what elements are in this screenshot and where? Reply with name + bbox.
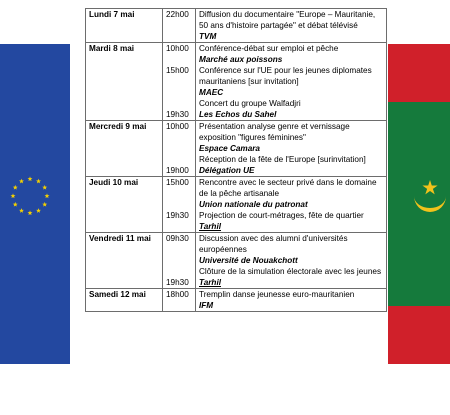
slot-description: Réception de la fête de l'Europe [surinvitation] [199,155,366,164]
schedule-row-vendredi [86,233,387,289]
slot-venue: Marché aux poissons [199,55,283,64]
schedule-row-mercredi [86,121,387,177]
mauritania-flag-green-field [388,102,450,306]
time-cell [163,233,196,289]
slot-description: Tremplin danse jeunesse euro-mauritanien [199,290,355,299]
day-cell: Samedi 12 mai [86,289,163,312]
day-cell: Mercredi 9 mai [86,121,163,177]
slot-description: Conférence-débat sur emploi et pêche [199,44,339,53]
slot-venue: TVM [199,32,217,41]
event-cell [196,43,387,121]
day-cell: Jeudi 10 mai [86,177,163,233]
slot-description: Diffusion du documentaire "Europe – Mauritanie, 50 ans d'histoire partagée" et débat télévisé [199,10,376,30]
slot-description: Concert du groupe Walfadjri [199,99,301,108]
slot-time: 19h30 [166,278,189,287]
eu-flag [0,44,70,364]
slot-venue: MAEC [199,88,224,97]
slot-description: Conférence sur l'UE pour les jeunes diplomates mauritaniens [sur invitation] [199,66,372,86]
schedule-row-lundi [86,9,387,43]
slot-venue: Les Echos du Sahel [199,110,277,119]
event-cell [196,289,387,312]
day-cell: Lundi 7 mai [86,9,163,43]
time-cell [163,43,196,121]
slot-description: Discussion avec des alumni d'universités européennes [199,234,348,254]
event-cell [196,177,387,233]
time-cell [163,289,196,312]
event-cell [196,121,387,177]
slot-time: 18h00 [166,290,189,299]
time-cell [163,177,196,233]
schedule-row-samedi [86,289,387,312]
slot-venue: IFM [199,301,214,310]
slot-time: 15h00 [166,178,189,187]
slot-venue: Espace Camara [199,144,260,153]
slot-venue: Tarhil [199,278,221,287]
event-cell [196,9,387,43]
time-cell [163,9,196,43]
slot-description: Clôture de la simulation électorale avec les jeunes [199,267,382,276]
slot-venue: Union nationale du patronat [199,200,308,209]
time-cell [163,121,196,177]
schedule-table [85,8,387,312]
slot-venue: Délégation UE [199,166,255,175]
mauritania-flag [388,44,450,364]
slot-description: Rencontre avec le secteur privé dans le domaine de la pêche artisanale [199,178,377,198]
slot-time: 15h00 [166,66,189,75]
eu-flag-field [0,44,70,364]
eu-flag-graphic [0,44,70,364]
schedule-row-mardi [86,43,387,121]
slot-time: 09h30 [166,234,189,243]
slot-venue: Tarhil [199,222,221,231]
slot-time: 10h00 [166,44,189,53]
slot-description: Projection de court-métrages, fête de quartier [199,211,364,220]
slot-time: 10h00 [166,122,189,131]
slot-time: 19h30 [166,110,189,119]
slot-time: 19h30 [166,211,189,220]
slot-time: 19h00 [166,166,189,175]
schedule-row-jeudi [86,177,387,233]
day-cell: Mardi 8 mai [86,43,163,121]
day-cell: Vendredi 11 mai [86,233,163,289]
slot-time: 22h00 [166,10,189,19]
mauritania-flag-graphic [388,44,450,364]
slot-description: Présentation analyse genre et vernissage exposition "figures féminines" [199,122,350,142]
event-cell [196,233,387,289]
slot-venue: Université de Nouakchott [199,256,298,265]
